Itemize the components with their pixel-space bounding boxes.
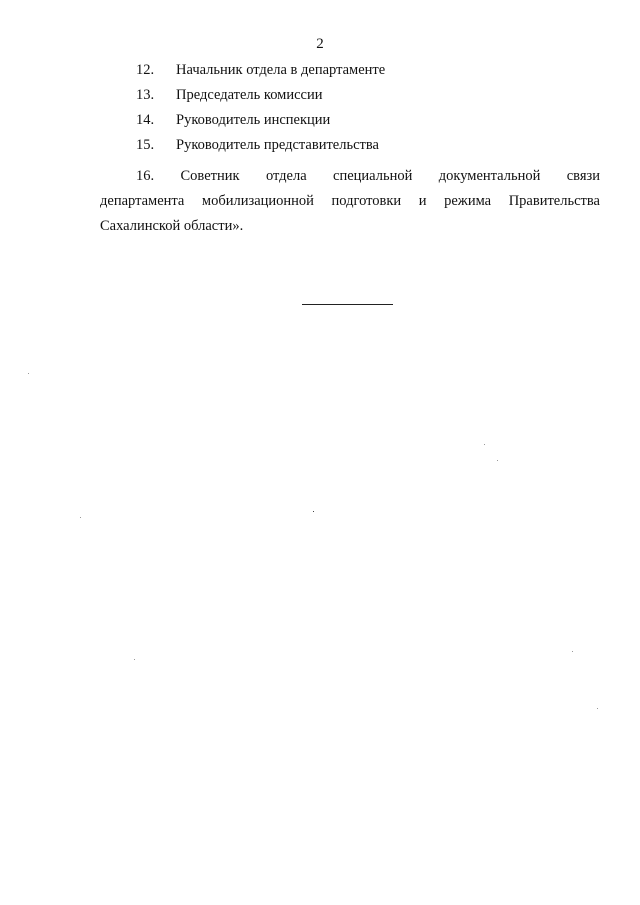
word: Советник <box>180 168 240 184</box>
word: связи <box>566 168 600 184</box>
list-item <box>100 83 600 108</box>
list-item <box>100 58 600 83</box>
scan-speck <box>28 373 29 374</box>
list-item-16 <box>100 164 600 239</box>
item16-line2 <box>100 189 600 214</box>
item-number: 13. <box>136 87 155 103</box>
word: подготовки <box>331 193 402 209</box>
scan-speck <box>484 444 485 445</box>
word: департамента <box>100 193 185 209</box>
scan-speck <box>134 659 135 660</box>
word: специальной <box>333 168 413 184</box>
word: мобилизационной <box>201 193 314 209</box>
end-divider-line <box>302 304 393 305</box>
scan-speck <box>313 511 314 512</box>
page-number: 2 <box>316 36 324 52</box>
scan-speck <box>597 708 598 709</box>
list-item <box>100 108 600 133</box>
item-number: 14. <box>136 112 155 128</box>
position-list <box>100 58 600 158</box>
word: отдела <box>265 168 307 184</box>
word: режима <box>444 193 492 209</box>
scan-speck <box>497 460 498 461</box>
scan-speck <box>80 517 81 518</box>
word: Правительства <box>508 193 600 209</box>
word: документальной <box>438 168 541 184</box>
scan-speck <box>572 651 573 652</box>
item-text: Руководитель инспекции <box>176 112 331 128</box>
item-text: Начальник отдела в департаменте <box>176 62 386 78</box>
item16-line3: Сахалинской области». <box>100 218 244 234</box>
item-number: 16. <box>136 168 155 184</box>
item16-line1 <box>100 164 600 189</box>
item-text: Председатель комиссии <box>176 87 323 103</box>
item-number: 12. <box>136 62 155 78</box>
item-number: 15. <box>136 137 155 153</box>
list-item <box>100 133 600 158</box>
word: и <box>418 193 427 209</box>
item-text: Руководитель представительства <box>176 137 379 153</box>
